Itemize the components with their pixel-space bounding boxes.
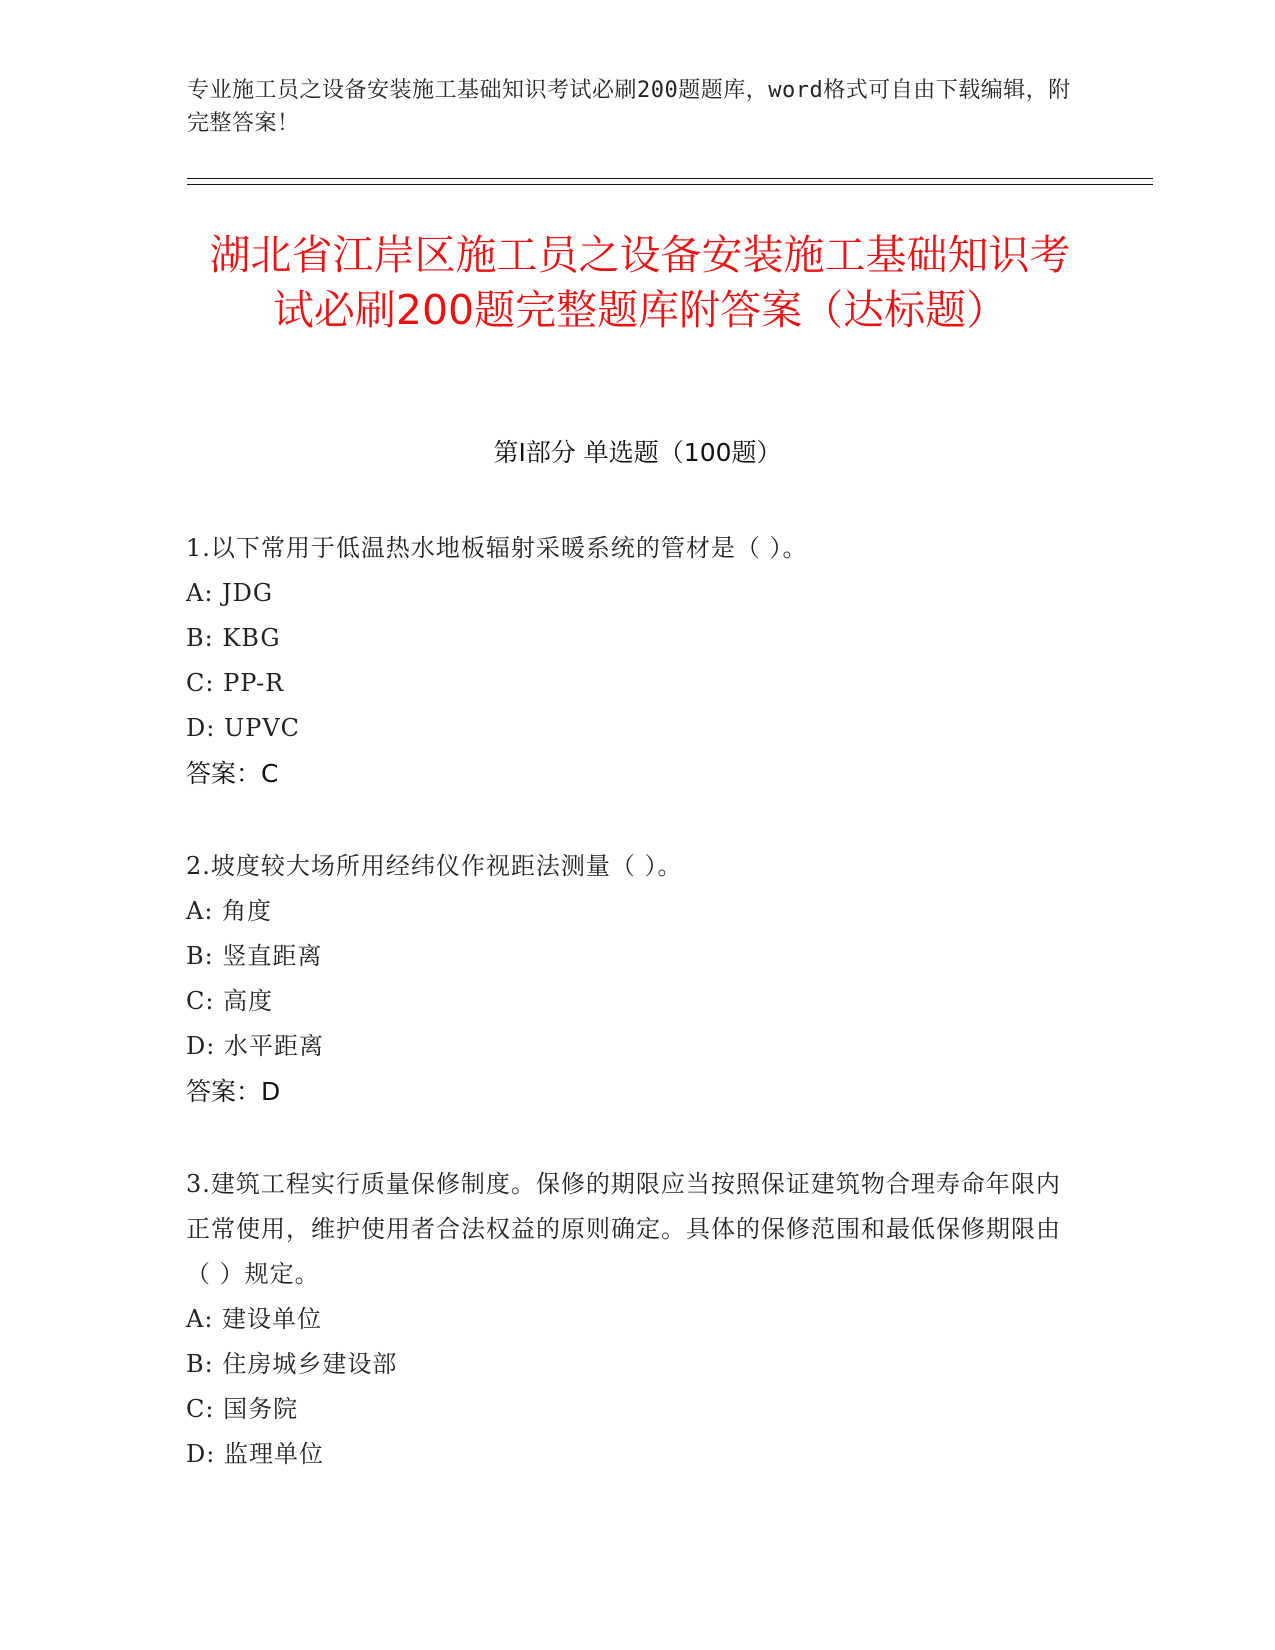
option-a: A: JDG <box>186 579 274 607</box>
option-b: B: KBG <box>186 624 281 652</box>
option-d: D: 监理单位 <box>186 1440 324 1468</box>
header-divider-top <box>187 178 1153 179</box>
section-heading: 第I部分 单选题（100题） <box>493 438 782 467</box>
header-note: 专业施工员之设备安装施工基础知识考试必刷200题题库，word格式可自由下载编辑，附完整答案！ <box>187 78 1071 136</box>
option-a: A: 角度 <box>186 897 273 925</box>
question-1 <box>186 526 1066 796</box>
question-3 <box>186 1162 1066 1477</box>
option-c: C: PP-R <box>186 669 285 697</box>
option-d: D: 水平距离 <box>186 1032 324 1060</box>
option-a: A: 建设单位 <box>186 1305 323 1333</box>
option-c: C: 高度 <box>186 987 274 1015</box>
question-stem: 3.建筑工程实行质量保修制度。保修的期限应当按照保证建筑物合理寿命年限内正常使用，维护使用者合法权益的原则确定。具体的保修范围和最低保修期限由（ ）规定。 <box>186 1170 1061 1288</box>
question-stem: 2.坡度较大场所用经纬仪作视距法测量（ ）。 <box>186 852 683 880</box>
answer: 答案：C <box>186 759 279 788</box>
option-b: B: 竖直距离 <box>186 942 323 970</box>
option-d: D: UPVC <box>186 714 301 742</box>
option-b: B: 住房城乡建设部 <box>186 1350 398 1378</box>
option-c: C: 国务院 <box>186 1395 299 1423</box>
question-stem: 1.以下常用于低温热水地板辐射采暖系统的管材是（ ）。 <box>186 534 808 562</box>
document-title: 湖北省江岸区施工员之设备安装施工基础知识考试必刷200题完整题库附答案（达标题） <box>209 231 1071 334</box>
answer: 答案：D <box>186 1077 281 1106</box>
question-2 <box>186 844 1066 1114</box>
header-divider-bottom <box>187 184 1153 185</box>
